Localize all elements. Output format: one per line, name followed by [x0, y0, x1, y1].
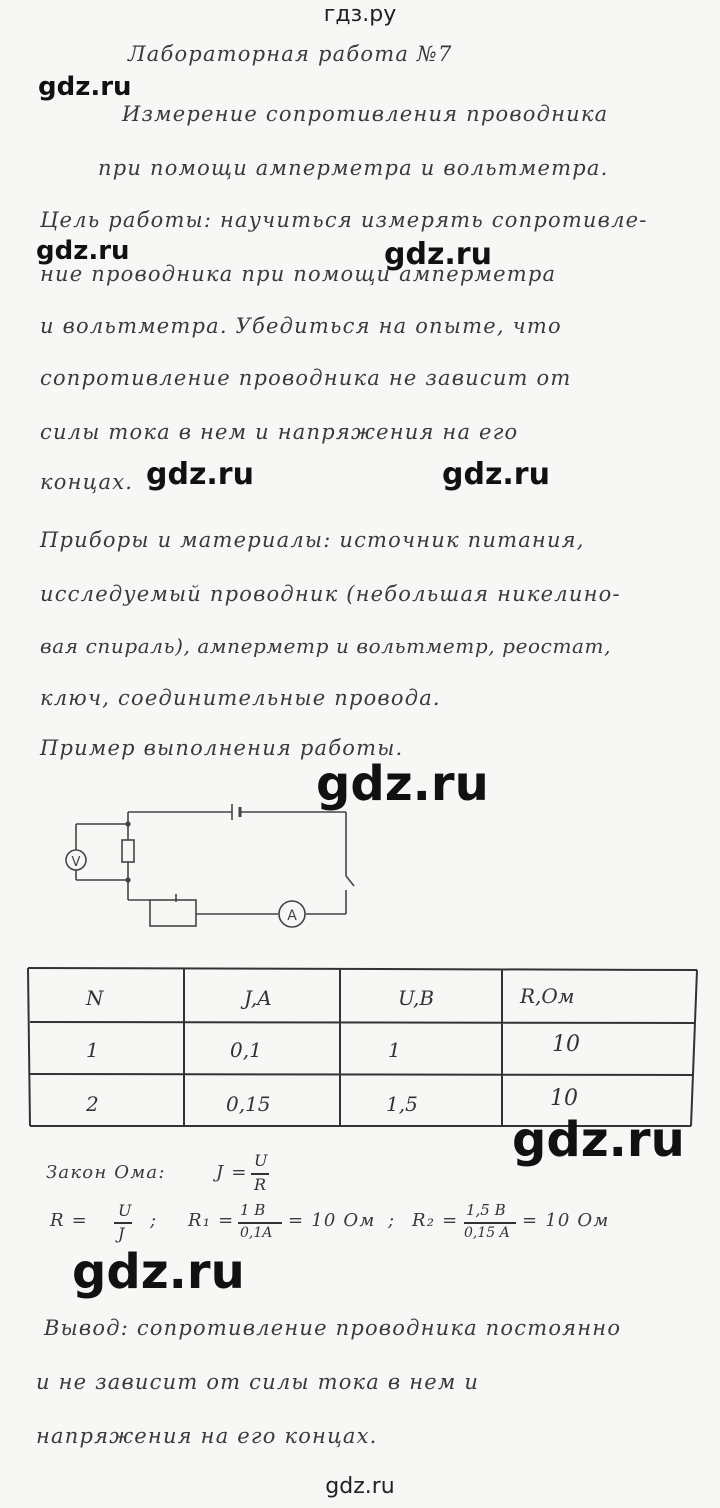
body-line: исследуемый проводник (небольшая никелино- — [40, 582, 621, 606]
conclusion-line: Вывод: сопротивление проводника постоянно — [44, 1316, 622, 1340]
subtitle-line-1: Измерение сопротивления проводника — [122, 102, 609, 126]
ohm-law-lhs: J = — [216, 1162, 248, 1183]
body-line: сопротивление проводника не зависит от — [40, 366, 572, 390]
watermark: gdz.ru — [36, 236, 130, 266]
table-cell: 0,1 — [230, 1038, 262, 1062]
junction-dot — [126, 878, 130, 882]
body-line: концах. — [40, 470, 134, 494]
ohm-law-denominator: R — [254, 1175, 267, 1194]
table-cell: 1,5 — [386, 1092, 418, 1116]
body-line: ключ, соединительные провода. — [40, 686, 441, 710]
watermark: gdz.ru — [384, 237, 492, 272]
table-cell: 1 — [86, 1038, 99, 1062]
conclusion-line: и не зависит от силы тока в нем и — [36, 1370, 480, 1394]
fraction-bar — [464, 1222, 516, 1224]
body-line: силы тока в нем и напряжения на его — [40, 420, 519, 444]
r-formula-denominator: J — [118, 1224, 125, 1243]
page-title: Лабораторная работа №7 — [128, 42, 453, 66]
r1-result: = 10 Ом — [288, 1210, 376, 1231]
r2-denominator: 0,15 A — [464, 1225, 510, 1241]
body-line: и вольтметра. Убедиться на опыте, что — [40, 314, 562, 338]
separator: ; — [388, 1210, 396, 1231]
table-header-voltage: U,B — [398, 986, 435, 1010]
junction-dot — [126, 822, 130, 826]
resistor-shape — [122, 840, 134, 862]
r1-numerator: 1 B — [240, 1201, 266, 1219]
watermark: gdz.ru — [38, 72, 132, 102]
table-header-resistance: R,Ом — [520, 984, 575, 1008]
table-cell: 2 — [86, 1092, 99, 1116]
separator: ; — [150, 1210, 158, 1231]
r1-denominator: 0,1A — [240, 1225, 273, 1241]
watermark: gdz.ru — [316, 756, 489, 812]
table-cell: 0,15 — [226, 1092, 271, 1116]
rheostat-shape — [150, 900, 196, 926]
watermark: gdz.ru — [72, 1244, 245, 1300]
table-header-current: J,A — [244, 986, 272, 1010]
header-site-label: гдз.ру — [323, 2, 397, 27]
table-cell: 10 — [552, 1032, 580, 1057]
ohm-law-label: Закон Ома: — [46, 1162, 166, 1183]
body-line: Цель работы: научиться измерять сопротивле- — [40, 208, 648, 232]
footer-site-label: gdz.ru — [325, 1474, 395, 1499]
r2-result: = 10 Ом — [522, 1210, 610, 1231]
r2-numerator: 1,5 B — [466, 1201, 506, 1219]
subtitle-line-2: при помощи амперметра и вольтметра. — [98, 156, 609, 180]
body-line: Пример выполнения работы. — [40, 736, 404, 760]
r-formula-numerator: U — [118, 1201, 132, 1220]
ohm-law-numerator: U — [254, 1151, 268, 1170]
fraction-bar — [238, 1222, 282, 1224]
conclusion-line: напряжения на его концах. — [36, 1424, 378, 1448]
watermark: gdz.ru — [512, 1112, 685, 1168]
r1-lhs: R₁ = — [188, 1210, 235, 1231]
watermark: gdz.ru — [146, 457, 254, 492]
switch-lever — [346, 876, 354, 886]
table-header-n: N — [86, 986, 104, 1010]
voltmeter-label: V — [71, 855, 81, 870]
watermark: gdz.ru — [442, 457, 550, 492]
ammeter-label: A — [287, 908, 297, 924]
table-cell: 1 — [388, 1038, 401, 1062]
body-line: вая спираль), амперметр и вольтметр, реостат, — [40, 634, 612, 658]
table-cell: 10 — [550, 1086, 578, 1111]
body-line: Приборы и материалы: источник питания, — [40, 528, 585, 552]
r-formula-lhs: R = — [50, 1210, 88, 1231]
body-line: ние проводника при помощи амперметра — [40, 262, 557, 286]
r2-lhs: R₂ = — [412, 1210, 459, 1231]
